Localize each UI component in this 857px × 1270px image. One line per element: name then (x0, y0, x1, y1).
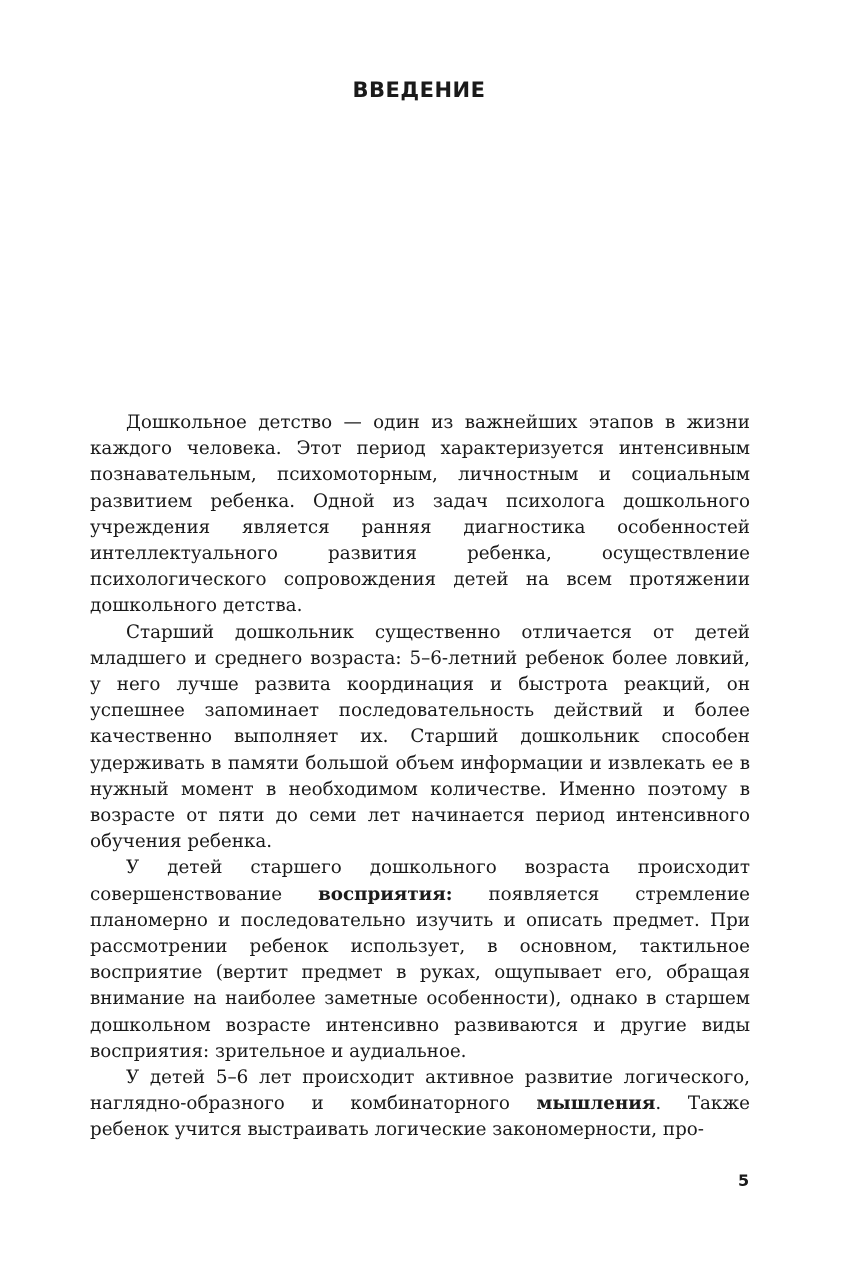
paragraph-3-text-end: появляется стремление планомерно и последовательно изучить и описать предмет. При рассмотрении ребенок использует, в основном, тактильное восприятие (вертит предмет в руках, ощупывает его, обращая внимание на наиболее заметные особенности), однако в старшем дошкольном возрасте интенсивно развиваются и другие виды восприятия: зрительное и аудиальное. (90, 883, 750, 1062)
paragraph-4 (90, 1065, 750, 1144)
paragraph-2: Старший дошкольник существенно отличается от детей младшего и среднего возраста: 5–6-летний ребенок более ловкий, у него лучше развита координация и быстрота реакций, он успешнее запоминает последовательность действий и более качественно выполняет их. Старший дошкольник способен удерживать в памяти большой объем информации и извлекать ее в нужный момент в необходимом количестве. Именно поэтому в возрасте от пяти до семи лет начинается период интенсивного обучения ребенка. (90, 621, 750, 853)
chapter-title: ВВЕДЕНИЕ (352, 78, 486, 102)
term-perception: восприятия: (318, 883, 453, 905)
term-thinking: мышления (536, 1093, 656, 1115)
paragraph-1: Дошкольное детство — один из важнейших этапов в жизни каждого человека. Этот период характеризуется интенсивным познавательным, психомоторным, личностным и социальным развитием ребенка. Одной из задач психолога дошкольного учреждения является ранняя диагностика особенностей интеллектуального развития ребенка, осуществление психологического сопровождения детей на всем протяжении дошкольного детства. (90, 412, 750, 617)
paragraph-4-text-start: У детей 5–6 лет происходит активное развитие логического, наглядно-образного и комбинаторного (90, 1067, 750, 1115)
paragraph-3-text-start: У детей старшего дошкольного возраста происходит совершенствование (90, 857, 750, 905)
paragraph-4-text-end: . Также ребенок учится выстраивать логические закономерности, про- (90, 1093, 750, 1141)
page-number: 5 (738, 1171, 750, 1190)
body-text (90, 410, 750, 1144)
paragraph-3 (90, 855, 750, 1065)
